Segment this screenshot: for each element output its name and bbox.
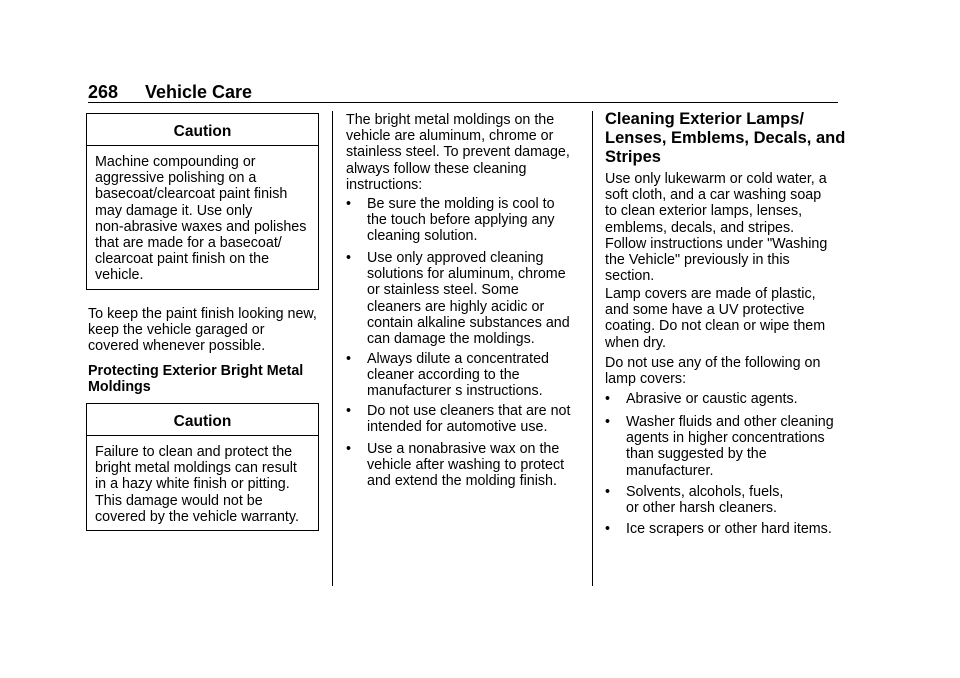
bullet-mark: • bbox=[346, 441, 352, 457]
header-rule bbox=[88, 102, 838, 103]
caution-text: Failure to clean and protect the bright metal moldings can result in a hazy white finish or pitting. This damage would not be covered by the vehicle warranty. bbox=[95, 444, 299, 525]
paragraph-paint-finish: To keep the paint finish looking new, keep the vehicle garaged or covered whenever possible. bbox=[88, 306, 317, 355]
caution-title: Caution bbox=[173, 123, 232, 140]
paragraph-cleaning-lamps: Use only lukewarm or cold water, a soft cloth, and a car washing soap to clean exterior lamps, lenses, emblems, decals, and stripes. Follow instructions under "Washing the Vehicle" previously in this section. bbox=[605, 171, 828, 285]
bullet-mark: • bbox=[346, 351, 352, 367]
bullet-mark: • bbox=[605, 521, 611, 537]
bullet-text: Do not use cleaners that are not intended for automotive use. bbox=[367, 403, 571, 436]
bullet-text: Always dilute a concentrated cleaner according to the manufacturer s instructions. bbox=[367, 351, 549, 400]
bullet-text: Ice scrapers or other hard items. bbox=[626, 521, 832, 537]
bullet-text: Use a nonabrasive wax on the vehicle after washing to protect and extend the molding finish. bbox=[367, 441, 565, 490]
subheading-bright-metal: Protecting Exterior Bright Metal Moldings bbox=[88, 363, 304, 396]
bullet-mark: • bbox=[605, 484, 611, 500]
paragraph-molding-intro: The bright metal moldings on the vehicle are aluminum, chrome or stainless steel. To prevent damage, always follow these cleaning instructions: bbox=[346, 112, 570, 193]
caution-text: Machine compounding or aggressive polishing on a basecoat/clearcoat paint finish may damage it. Use only non-abrasive waxes and polishes that are made for a basecoat/ clearcoat paint finish on the vehicle. bbox=[95, 154, 307, 284]
bullet-mark: • bbox=[346, 196, 352, 212]
section-heading-cleaning-lamps: Cleaning Exterior Lamps/ Lenses, Emblems, Decals, and Stripes bbox=[605, 110, 846, 166]
bullet-mark: • bbox=[605, 414, 611, 430]
bullet-text: Use only approved cleaning solutions for aluminum, chrome or stainless steel. Some cleaners are highly acidic or contain alkaline substances and can damage the moldings. bbox=[367, 250, 570, 348]
bullet-mark: • bbox=[346, 250, 352, 266]
bullet-mark: • bbox=[346, 403, 352, 419]
paragraph-do-not-use: Do not use any of the following on lamp covers: bbox=[605, 355, 821, 388]
bullet-text: Washer fluids and other cleaning agents in higher concentrations than suggested by the manufacturer. bbox=[626, 414, 834, 479]
caution-box-paint bbox=[86, 113, 319, 290]
column-divider-2 bbox=[592, 111, 593, 586]
caution-box-metal bbox=[86, 403, 319, 531]
bullet-mark: • bbox=[605, 391, 611, 407]
bullet-text: Be sure the molding is cool to the touch before applying any cleaning solution. bbox=[367, 196, 555, 245]
column-divider-1 bbox=[332, 111, 333, 586]
bullet-text: Abrasive or caustic agents. bbox=[626, 391, 798, 407]
caution-title: Caution bbox=[173, 413, 232, 430]
section-title: Vehicle Care bbox=[145, 82, 253, 102]
paragraph-lamp-covers: Lamp covers are made of plastic, and some have a UV protective coating. Do not clean or wipe them when dry. bbox=[605, 286, 826, 351]
page-header bbox=[88, 82, 838, 104]
page-number: 268 bbox=[88, 82, 119, 102]
bullet-text: Solvents, alcohols, fuels, or other harsh cleaners. bbox=[626, 484, 784, 517]
